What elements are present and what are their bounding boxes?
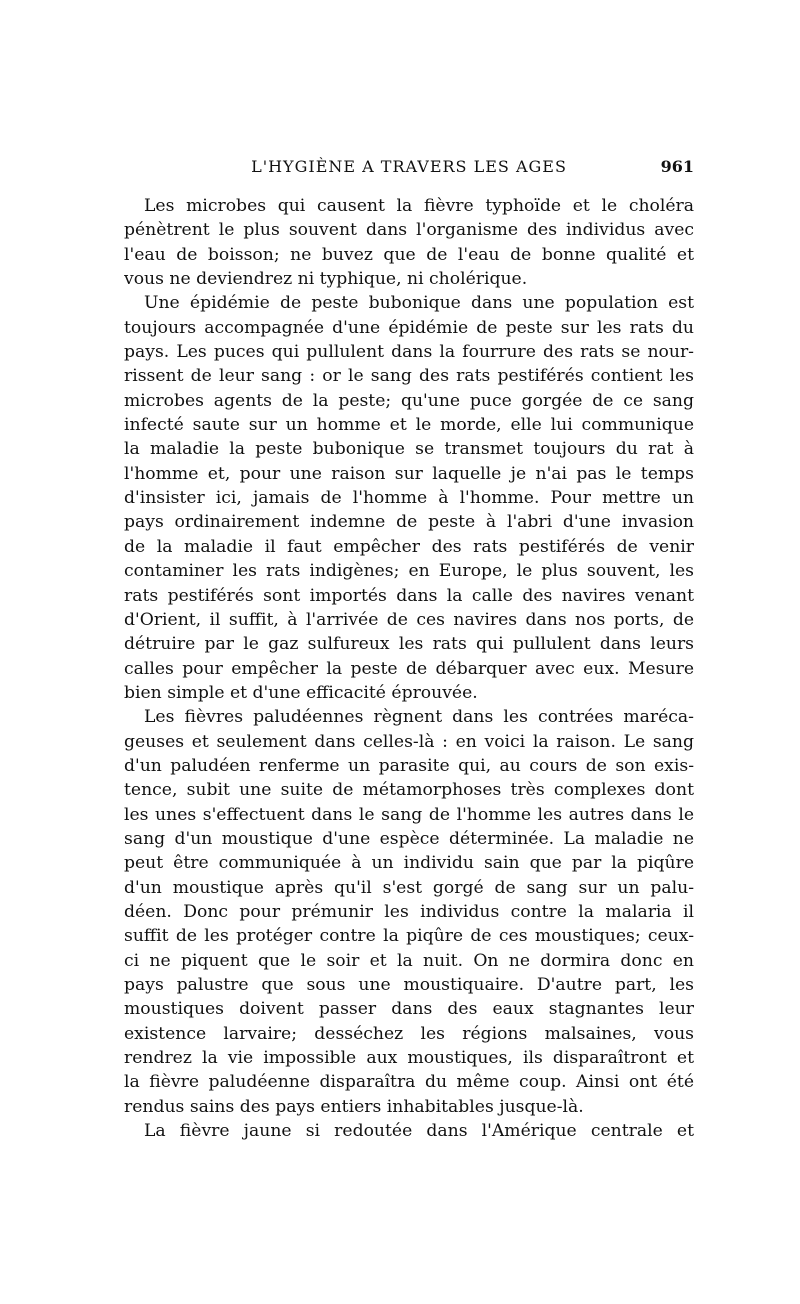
text-line: ci ne piquent que le soir et la nuit. On ne dormira donc en <box>124 950 694 971</box>
text-line: rendus sains des pays entiers inhabitables jusque-là. <box>124 1096 584 1117</box>
running-head <box>124 157 694 183</box>
text-line: existence larvaire; desséchez les régions malsaines, vous <box>124 1023 694 1044</box>
text-line: pays. Les puces qui pullulent dans la fourrure des rats se nour- <box>124 342 694 363</box>
text-line: rissent de leur sang : or le sang des rats pestiférés contient les <box>124 366 694 387</box>
text-line: la maladie la peste bubonique se transmet toujours du rat à <box>124 439 694 460</box>
text-line: pays ordinairement indemne de peste à l'abri d'une invasion <box>124 512 694 533</box>
text-line: pays palustre que sous une moustiquaire. D'autre part, les <box>124 975 694 995</box>
text-line: peut être communiquée à un individu sain que par la piqûre <box>124 853 694 874</box>
text-line: de la maladie il faut empêcher des rats pestiférés de venir <box>124 536 694 557</box>
text-line: calles pour empêcher la peste de débarquer avec eux. Mesure <box>124 658 694 679</box>
text-line: Les microbes qui causent la fièvre typhoïde et le choléra <box>144 196 694 216</box>
text-line: pénètrent le plus souvent dans l'organisme des individus avec <box>124 220 694 241</box>
text-line: moustiques doivent passer dans des eaux stagnantes leur <box>124 999 694 1020</box>
text-line: suffit de les protéger contre la piqûre de ces moustiques; ceux- <box>124 926 694 947</box>
text-line: vous ne deviendrez ni typhique, ni cholérique. <box>124 269 528 290</box>
text-line: Les fièvres paludéennes règnent dans les contrées maréca- <box>144 707 694 728</box>
paragraph <box>124 705 694 1119</box>
text-line: l'homme et, pour une raison sur laquelle je n'ai pas le temps <box>124 463 694 484</box>
text-line: microbes agents de la peste; qu'une puce gorgée de ce sang <box>124 390 694 411</box>
text-line: les unes s'effectuent dans le sang de l'homme les autres dans le <box>124 804 694 825</box>
text-line: d'un paludéen renferme un parasite qui, au cours de son exis- <box>124 755 694 776</box>
text-line: sang d'un moustique d'une espèce déterminée. La maladie ne <box>124 828 694 849</box>
text-line: infecté saute sur un homme et le morde, elle lui communique <box>124 415 694 436</box>
text-line: contaminer les rats indigènes; en Europe, le plus souvent, les <box>124 561 694 582</box>
text-line: rats pestiférés sont importés dans la calle des navires venant <box>124 585 694 606</box>
text-line: l'eau de boisson; ne buvez que de l'eau de bonne qualité et <box>124 244 694 265</box>
text-line: toujours accompagnée d'une épidémie de peste sur les rats du <box>124 317 694 338</box>
text-line: déen. Donc pour prémunir les individus contre la malaria il <box>124 901 694 922</box>
paragraph <box>124 194 694 291</box>
text-line: bien simple et d'une efficacité éprouvée. <box>124 682 478 703</box>
text-line: la fièvre paludéenne disparaîtra du même coup. Ainsi ont été <box>124 1072 694 1093</box>
paragraph <box>124 291 694 705</box>
text-line: La fièvre jaune si redoutée dans l'Amérique centrale et <box>144 1121 694 1142</box>
text-line: rendrez la vie impossible aux moustiques, ils disparaîtront et <box>124 1048 694 1069</box>
text-line: Une épidémie de peste bubonique dans une population est <box>144 293 694 314</box>
text-line: détruire par le gaz sulfureux les rats qui pullulent dans leurs <box>124 634 694 655</box>
text-line: geuses et seulement dans celles-là : en voici la raison. Le sang <box>124 731 694 752</box>
text-line: tence, subit une suite de métamorphoses très complexes dont <box>124 780 694 801</box>
body-text <box>124 194 694 1143</box>
page-number: 961 <box>660 157 694 176</box>
paragraph <box>124 1119 694 1143</box>
text-line: d'Orient, il suffit, à l'arrivée de ces navires dans nos ports, de <box>124 609 694 630</box>
text-line: d'un moustique après qu'il s'est gorgé de sang sur un palu- <box>124 877 694 898</box>
running-title: L'HYGIÈNE A TRAVERS LES AGES <box>251 157 567 176</box>
text-line: d'insister ici, jamais de l'homme à l'homme. Pour mettre un <box>124 488 694 509</box>
